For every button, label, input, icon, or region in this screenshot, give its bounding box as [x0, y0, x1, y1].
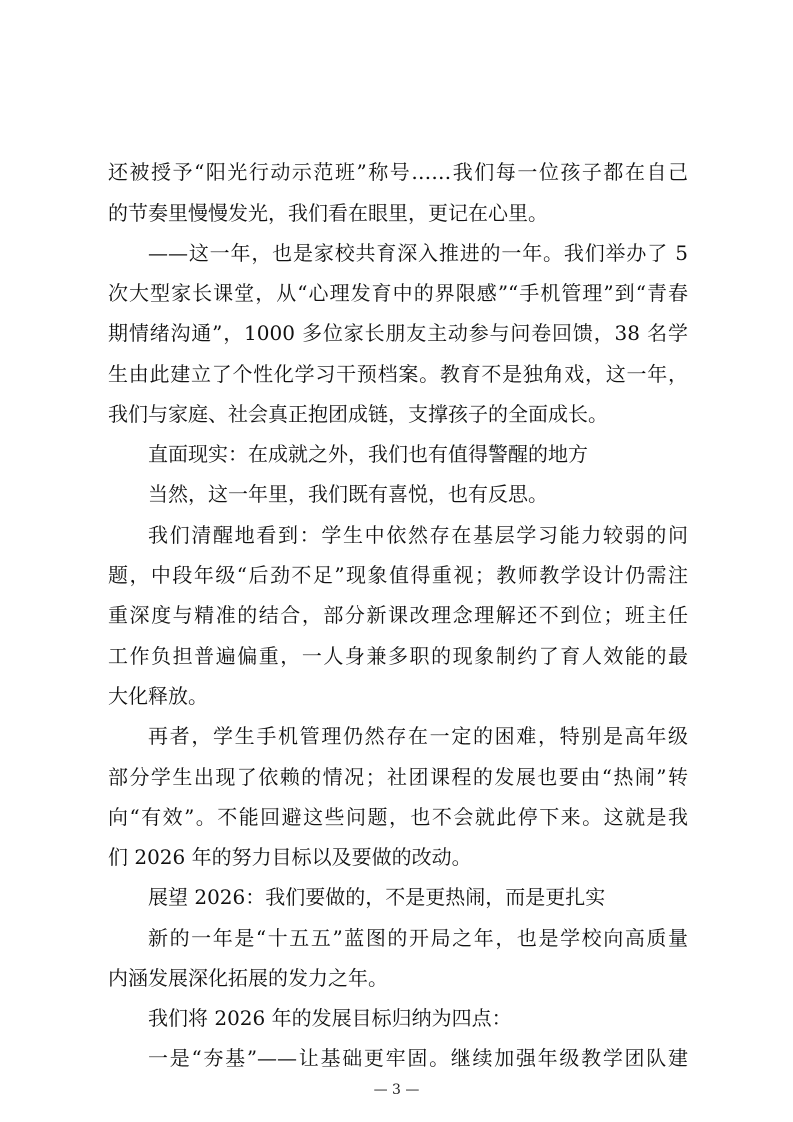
body-line: 还被授予“阳光行动示范班”称号……我们每一位孩子都在自己: [108, 160, 688, 184]
body-line: 工作负担普遍偏重，一人身兼多职的现象制约了育人效能的最: [108, 644, 688, 668]
body-line: 生由此建立了个性化学习干预档案。教育不是独角戏，这一年，: [108, 362, 688, 386]
body-line: 我们清醒地看到：学生中依然存在基层学习能力较弱的问: [148, 523, 688, 547]
body-line: 向“有效”。不能回避这些问题，也不会就此停下来。这就是我: [108, 805, 688, 829]
body-line: 一是“夯基”——让基础更牢固。继续加强年级教学团队建: [148, 1046, 688, 1070]
body-line: 新的一年是“十五五”蓝图的开局之年，也是学校向高质量: [148, 926, 688, 950]
body-line: 再者，学生手机管理仍然存在一定的困难，特别是高年级: [148, 724, 688, 748]
body-line: 内涵发展深化拓展的发力之年。: [108, 966, 388, 990]
body-line: ——这一年，也是家校共育深入推进的一年。我们举办了 5: [148, 241, 688, 265]
body-line: 重深度与精准的结合，部分新课改理念理解还不到位；班主任: [108, 603, 688, 627]
body-line: 我们将 2026 年的发展目标归纳为四点：: [148, 1006, 512, 1030]
body-line: 们 2026 年的努力目标以及要做的改动。: [108, 845, 472, 869]
body-line: 期情绪沟通”，1000 多位家长朋友主动参与问卷回馈，38 名学: [108, 321, 688, 345]
page-number: — 3 —: [373, 1082, 420, 1098]
body-line: 我们与家庭、社会真正抱团成链，支撑孩子的全面成长。: [108, 402, 608, 426]
section-heading: 展望 2026：我们要做的，不是更热闹，而是更扎实: [148, 885, 606, 909]
body-line: 大化释放。: [108, 684, 208, 708]
body-line: 的节奏里慢慢发光，我们看在眼里，更记在心里。: [108, 201, 548, 225]
body-line: 题，中段年级“后劲不足”现象值得重视；教师教学设计仍需注: [108, 563, 688, 587]
body-line: 当然，这一年里，我们既有喜悦，也有反思。: [148, 482, 548, 506]
section-heading: 直面现实：在成就之外，我们也有值得警醒的地方: [148, 442, 588, 466]
body-line: 次大型家长课堂，从“心理发育中的界限感”“手机管理”到“青春: [108, 281, 688, 305]
body-line: 部分学生出现了依赖的情况；社团课程的发展也要由“热闹”转: [108, 765, 688, 789]
